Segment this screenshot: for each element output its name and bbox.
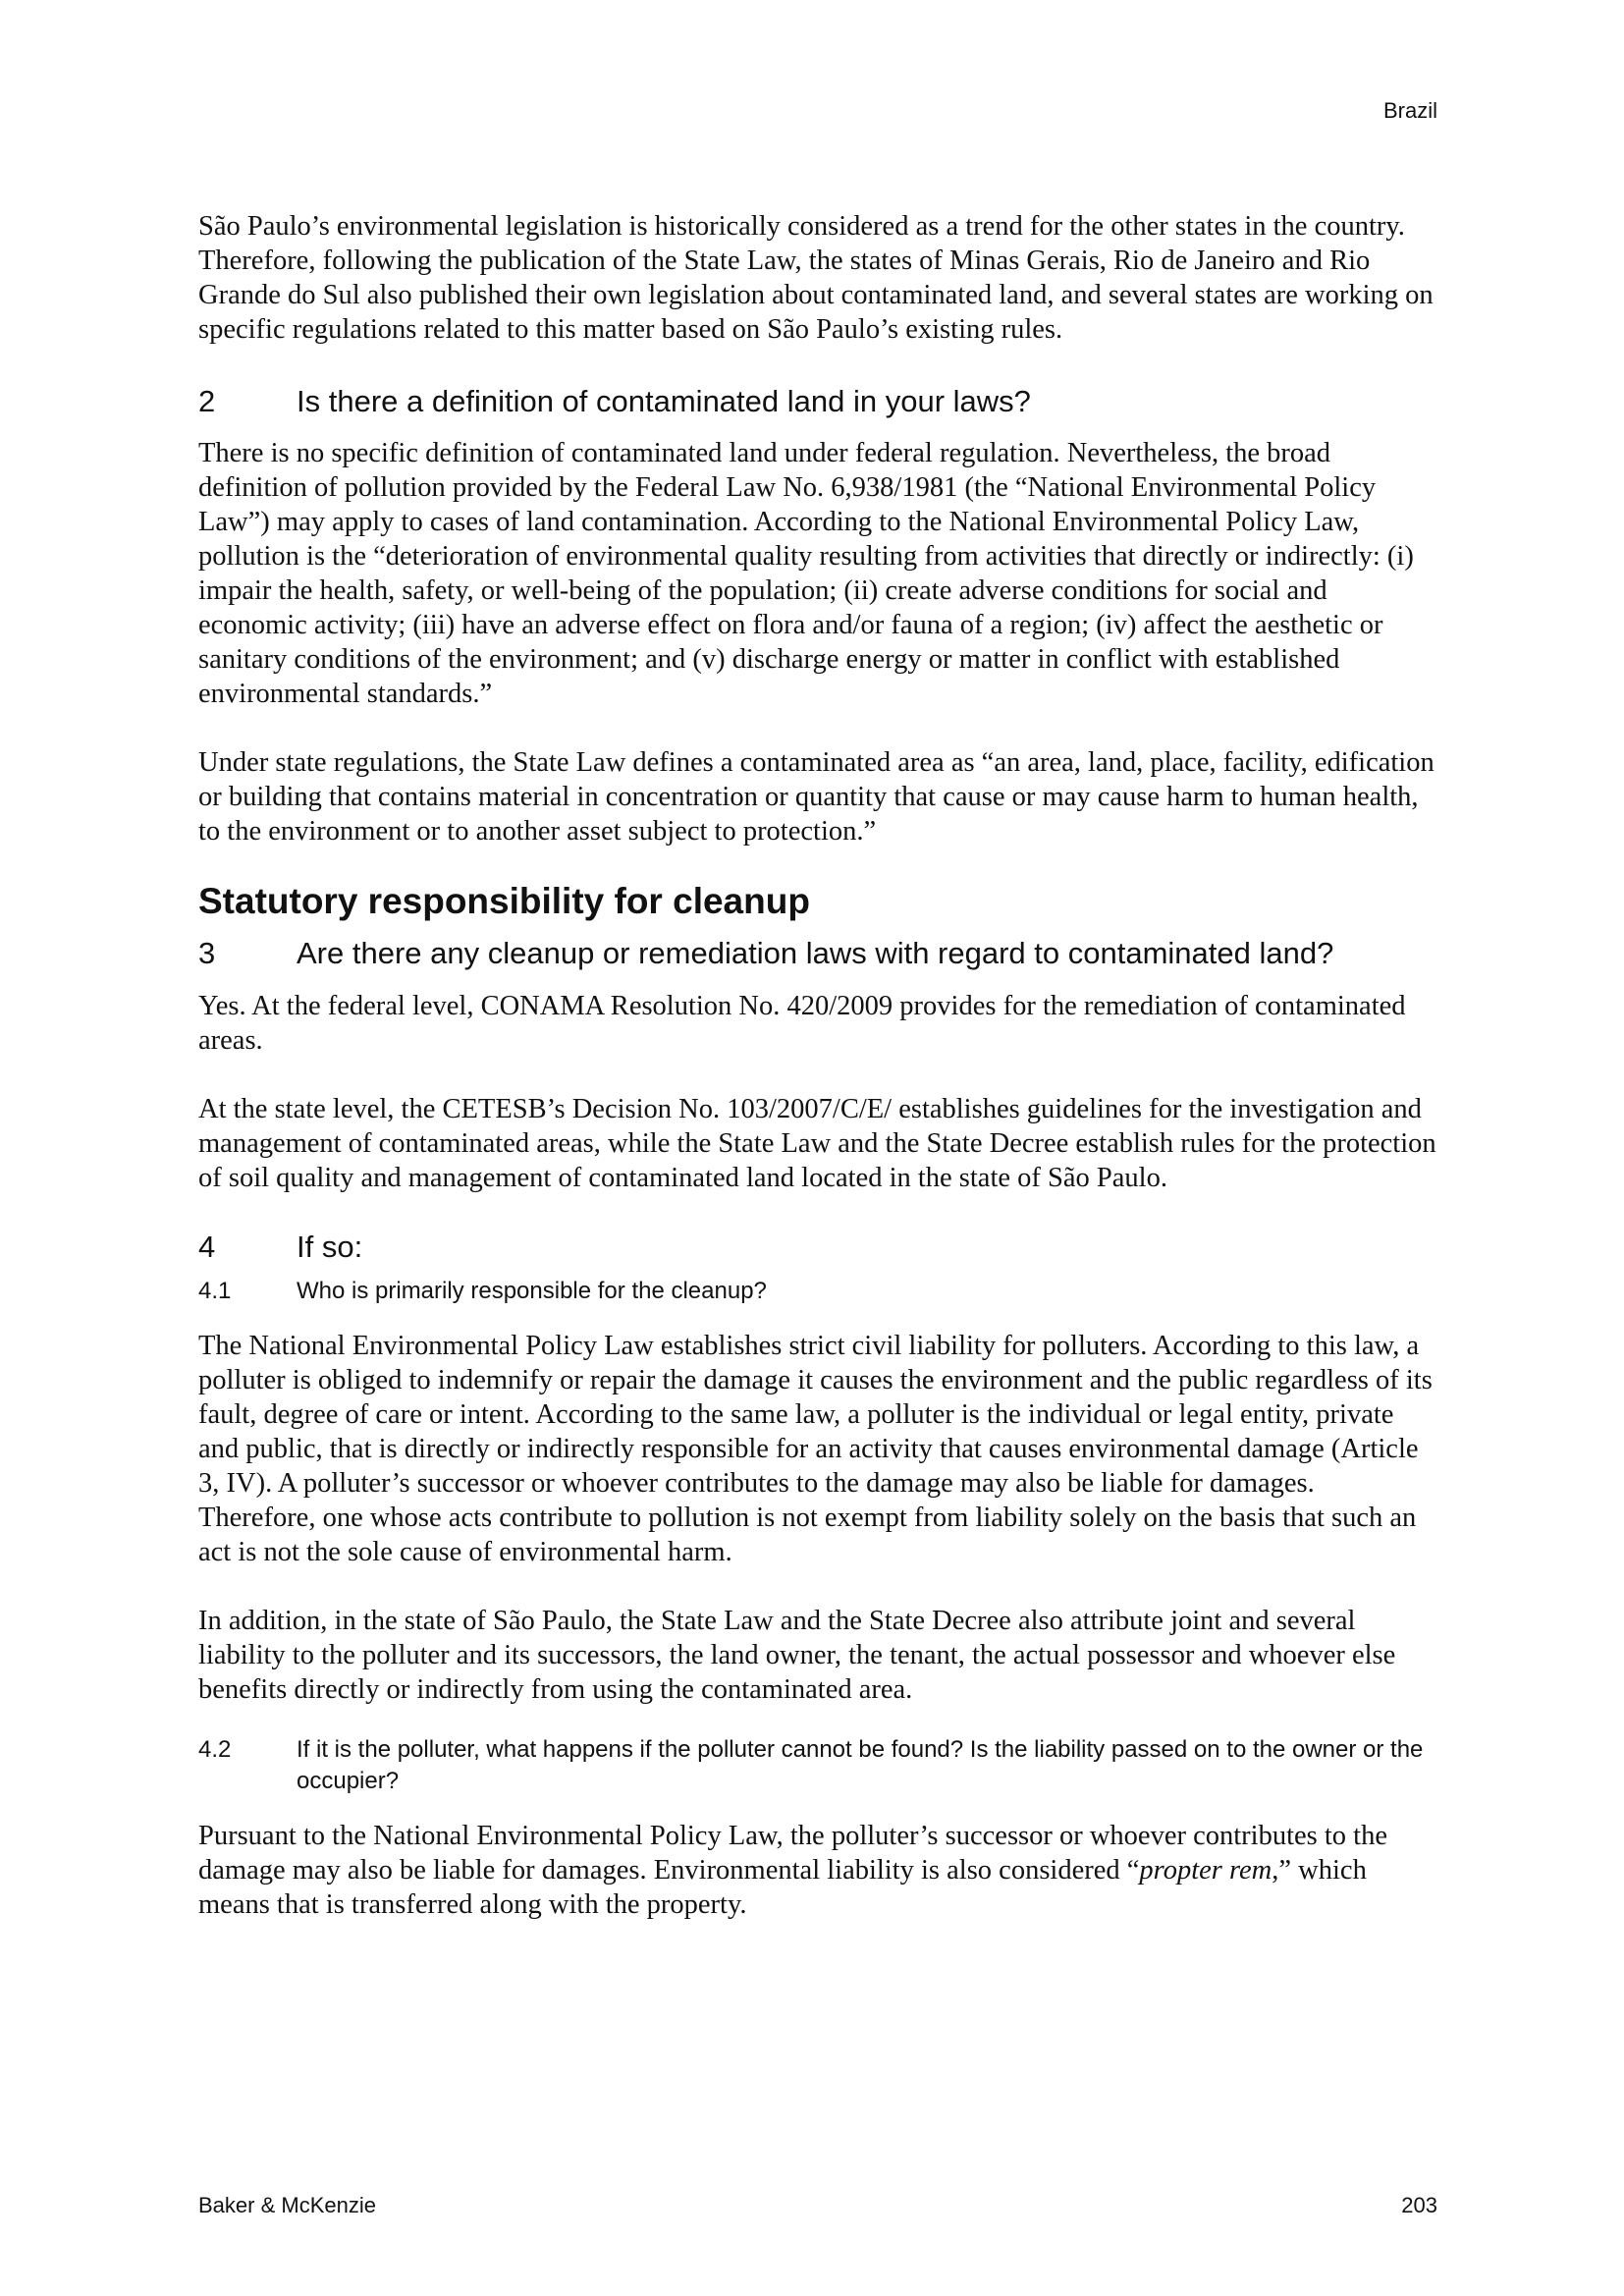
paragraph-text-start: Pursuant to the National Environmental Policy Law, the polluter’s successor or whoever contributes to the damage may also be liable for damages. Environmental liability is also considered “ [198,1821,1387,1886]
question-4-2 [198,1734,1437,1797]
paragraph-propter-rem [198,1819,1437,1922]
question-4-1 [198,1276,1437,1307]
question-2 [198,383,1437,420]
question-number: 3 [198,936,216,970]
question-text: Is there a definition of contaminated land in your laws? [297,384,1031,418]
question-3 [198,935,1437,972]
question-number: 4.1 [198,1278,232,1304]
paragraph-joint-liability: In addition, in the state of São Paulo, the State Law and the State Decree also attribute joint and several liability to the polluter and its successors, the land owner, the tenant, the actual possessor and whoever else benefits directly or indirectly from using the contaminated area. [198,1606,1396,1705]
footer-page-number: 203 [1401,2193,1437,2217]
question-text: If so: [297,1230,363,1264]
paragraph-state-remediation: At the state level, the CETESB’s Decision No. 103/2007/C/E/ establishes guidelines for the investigation and management of contaminated areas, while the State Law and the State Decree establish rules for the protection of soil quality and management of contaminated land located in the state of São Paulo. [198,1094,1436,1193]
paragraph-contaminated-area-definition: Under state regulations, the State Law defines a contaminated area as “an area, land, place, facility, edification or building that contains material in concentration or quantity that cause or may cause harm to human health, to the environment or to another asset subject to protection.” [198,747,1435,847]
question-text: Are there any cleanup or remediation laws with regard to contaminated land? [297,936,1334,970]
running-header: Brazil [1382,98,1437,123]
question-number: 4 [198,1230,216,1264]
question-text: Who is primarily responsible for the cleanup? [297,1278,767,1304]
paragraph-sao-paulo-trend: São Paulo’s environmental legislation is historically considered as a trend for the other states in the country. Therefore, following the publication of the State Law, the states of Minas Gerais, Rio de Janeiro and Rio Grande do Sul also published their own legislation about contaminated land, and several states are working on specific regulations related to this matter based on São Paulo’s existing rules. [198,211,1434,345]
section-heading: Statutory responsibility for cleanup [198,881,810,921]
footer-firm-name: Baker & McKenzie [198,2193,376,2217]
question-number: 2 [198,384,216,418]
question-number: 4.2 [198,1736,232,1763]
paragraph-federal-remediation: Yes. At the federal level, CONAMA Resolution No. 420/2009 provides for the remediation of contaminated areas. [198,991,1406,1056]
latin-term: propter rem [1139,1855,1272,1886]
paragraph-pollution-definition: There is no specific definition of contaminated land under federal regulation. Nevertheless, the broad definition of pollution provided by the Federal Law No. 6,938/1981 (the “National Environmental Policy Law”) may apply to cases of land contamination. According to the National Environmental Policy Law, pollution is the “deterioration of environmental quality resulting from activities that directly or indirectly: (i) impair the health, safety, or well-being of the population; (ii) create adverse conditions for social and economic activity; (iii) have an adverse effect on flora and/or fauna of a region; (iv) affect the aesthetic or sanitary conditions of the environment; and (v) discharge energy or matter in conflict with established environmental standards.” [198,438,1414,709]
paragraph-strict-liability: The National Environmental Policy Law establishes strict civil liability for polluters. According to this law, a polluter is obliged to indemnify or repair the damage it causes the environment and the public regardless of its fault, degree of care or intent. According to the same law, a polluter is the individual or legal entity, private and public, that is directly or indirectly responsible for an activity that causes environmental damage (Article 3, IV). A polluter’s successor or whoever contributes to the damage may also be liable for damages. Therefore, one whose acts contribute to pollution is not exempt from liability solely on the basis that such an act is not the sole cause of environmental harm. [198,1331,1433,1567]
question-4 [198,1229,1437,1266]
question-text: If it is the polluter, what happens if the polluter cannot be found? Is the liability passed on to the owner or the occupier? [297,1736,1424,1794]
paragraph-text-end: ,” which means that is transferred along with the property. [198,1855,1367,1920]
page-content [198,209,1437,1922]
